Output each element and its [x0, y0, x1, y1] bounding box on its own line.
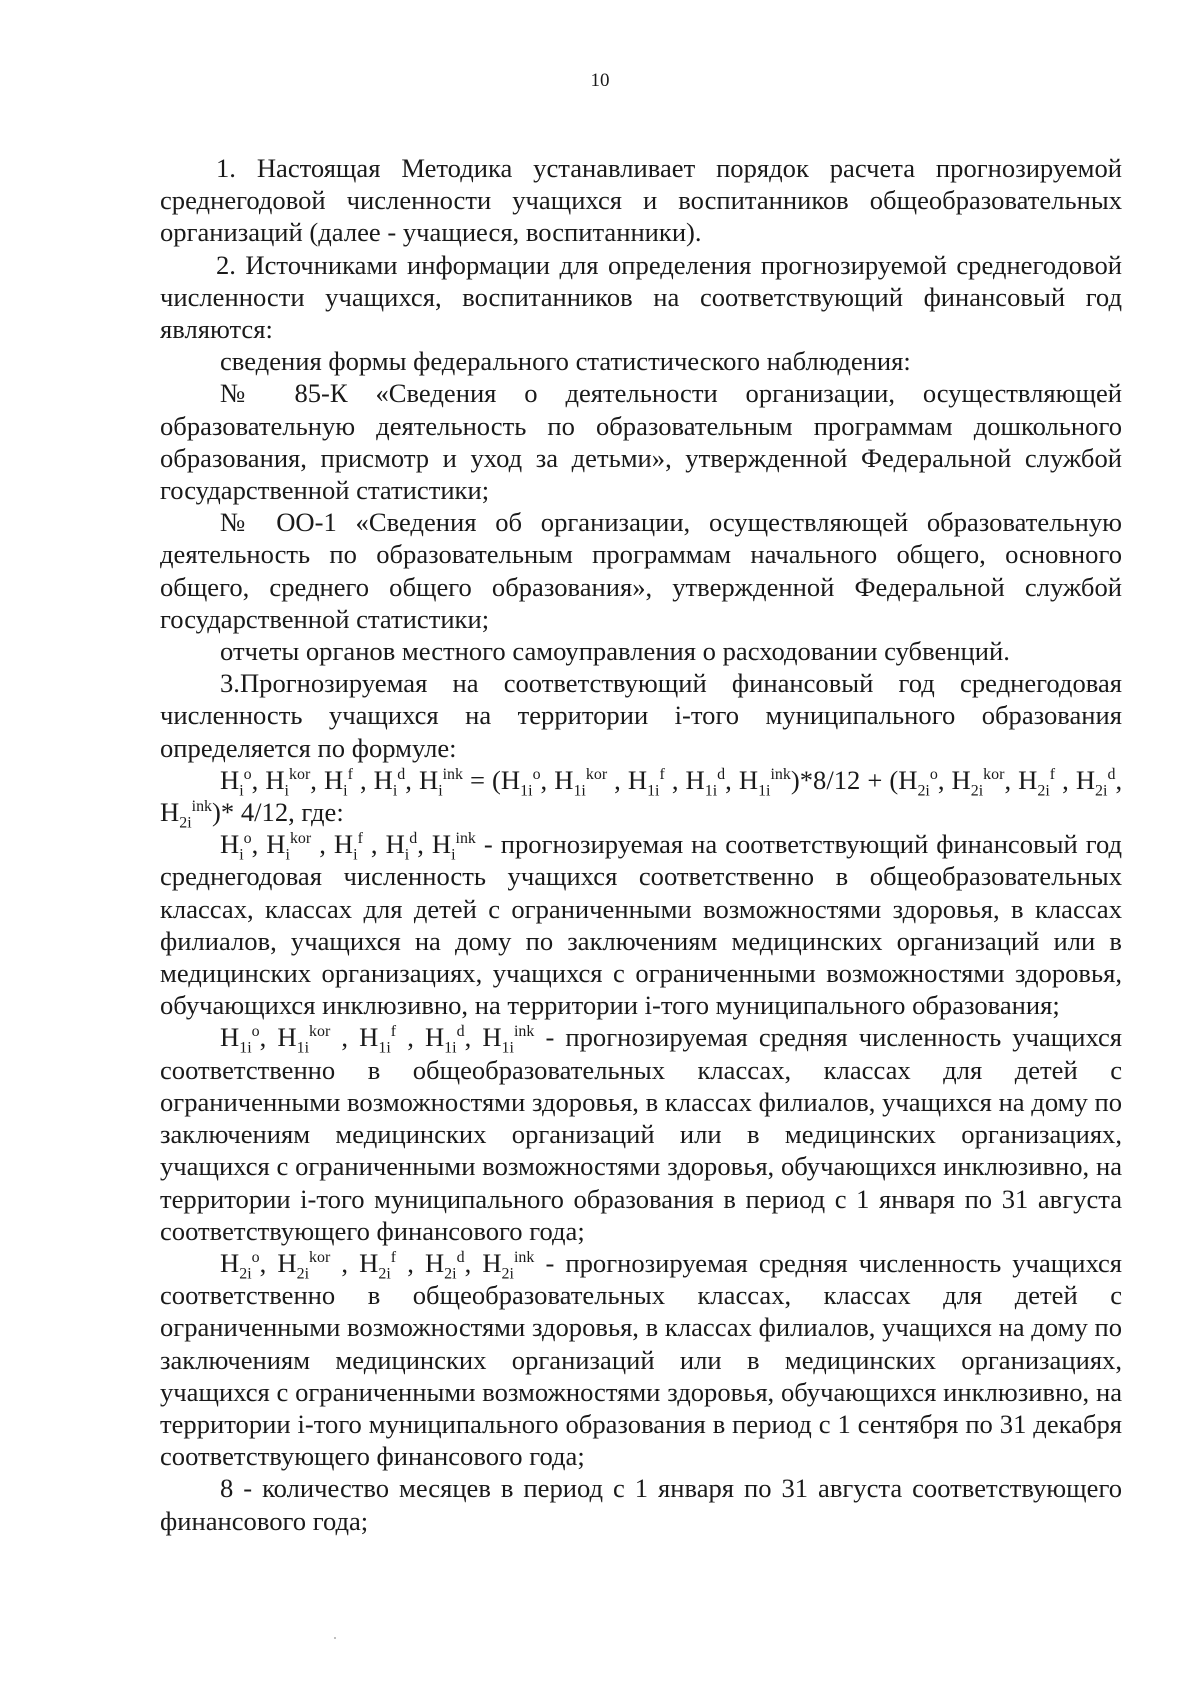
paragraph-3: сведения формы федерального статистического наблюдения:: [220, 346, 911, 377]
paragraph-6: отчеты органов местного самоуправления о расходовании субвенций.: [220, 636, 1010, 667]
scan-speck: [334, 1637, 336, 1639]
page-number: 10: [590, 70, 610, 91]
definition-h2i: $H_{2i}^o$, $H_{2i}^{kor}$ , $H_{2i}^f$ , $H_{2i}^d$, $H_{2i}^{ink}$ - прогнозируемая средняя численность учащихся соответственно в общеобразовательных классах, классах для детей с ограниченными возможностями здоровья, в классах филиалов, учащихся на дому по заключениям медицинских организаций или в медицинских организациях, учащихся с ограниченными возможностями здоровья, обучающихся инклюзивно, на территории i-того муниципального образования в период с 1 сентября по 31 декабря соответствующего финансового года;: [160, 1247, 1123, 1472]
formula: $H_i^o$, $H_i^{kor}$, $H_i^f$ , $H_i^d$, $H_i^{ink} = (H_{1i}^o$, $H_{1i}^{kor}$ , $H_{1i}^f$ , $H_{1i}^d$, $H_{1i}^{ink})*8/12 + (H_{2i}^o$, $H_{2i}^{kor}$, $H_{2i}^f$ , $H_{2i}^d$, $H_{2i}^{ink})*$ 4/12, где:: [160, 764, 1123, 832]
paragraph-7: 3.Прогнозируемая на соответствующий финансовый год среднегодовая численность учащихся на территории i-того муниципального образования определяется по формуле:: [160, 668, 1122, 763]
paragraph-4: № 85-К «Сведения о деятельности организации, осуществляющей образовательную деятельность по образовательным программам дошкольного образования, присмотр и уход за детьми», утвержденной Федеральной службой государственной статистики;: [160, 378, 1122, 506]
document-body: [160, 152, 1122, 1537]
definition-hi: $H_i^o$, $H_i^{kor}$ , $H_i^f$ , $H_i^d$, $H_i^{ink}$ - прогнозируемая на соответствующий финансовый год среднегодовая численность учащихся соответственно в общеобразовательных классах, классах для детей с ограниченными возможностями здоровья, в классах филиалов, учащихся на дому по заключениям медицинских организаций или в медицинских организациях, учащихся с ограниченными возможностями здоровья, обучающихся инклюзивно, на территории i-того муниципального образования;: [160, 829, 1123, 1021]
paragraph-1: 1. Настоящая Методика устанавливает порядок расчета прогнозируемой среднегодовой численности учащихся и воспитанников общеобразовательных организаций (далее - учащиеся, воспитанники).: [160, 153, 1122, 248]
paragraph-2: 2. Источниками информации для определения прогнозируемой среднегодовой численности учащихся, воспитанников на соответствующий финансовый год являются:: [160, 249, 1122, 345]
paragraph-12: 8 - количество месяцев в период с 1 января по 31 августа соответствующего финансового года;: [160, 1473, 1122, 1536]
definition-h1i: $H_{1i}^o$, $H_{1i}^{kor}$ , $H_{1i}^f$ , $H_{1i}^d$, $H_{1i}^{ink}$ - прогнозируемая средняя численность учащихся соответственно в общеобразовательных классах, классах для детей с ограниченными возможностями здоровья, в классах филиалов, учащихся на дому по заключениям медицинских организаций или в медицинских организациях, учащихся с ограниченными возможностями здоровья, обучающихся инклюзивно, на территории i-того муниципального образования в период с 1 января по 31 августа соответствующего финансового года;: [160, 1022, 1123, 1246]
paragraph-5: № ОО-1 «Сведения об организации, осуществляющей образовательную деятельность по образовательным программам начального общего, основного общего, среднего общего образования», утвержденной Федеральной службой государственной статистики;: [160, 507, 1122, 634]
